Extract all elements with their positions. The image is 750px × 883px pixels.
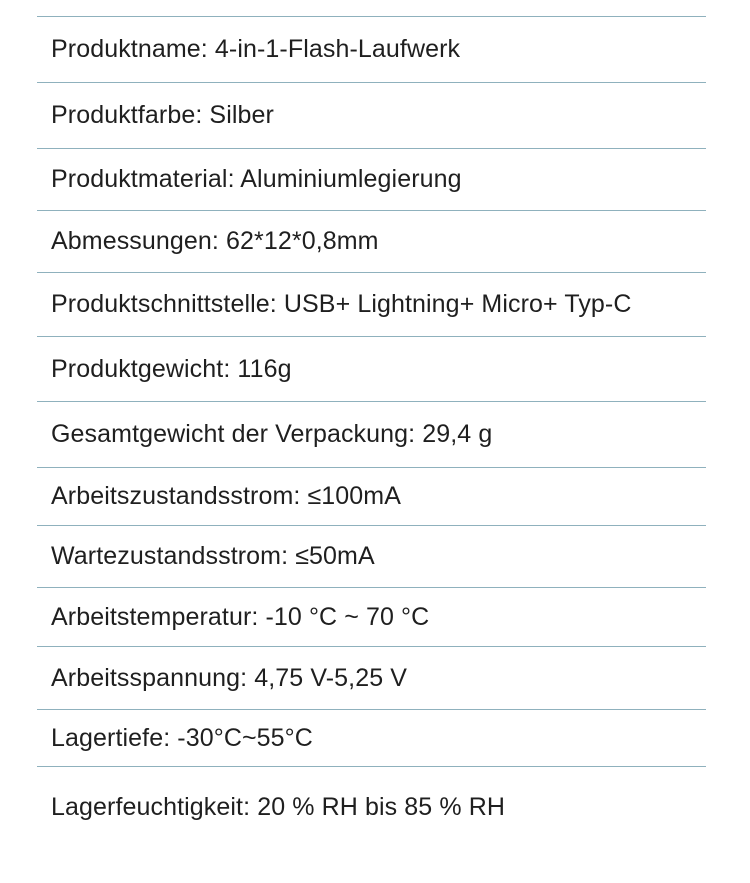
spec-row-working-voltage [37,647,706,710]
spec-row-product-material [37,149,706,211]
spec-row-storage-humidity [37,767,706,847]
spec-interface: Produktschnittstelle: USB+ Lightning+ Micro+ Typ-C [51,290,632,318]
spec-dimensions: Abmessungen: 62*12*0,8mm [51,227,379,255]
spec-product-weight: Produktgewicht: 116g [51,354,292,383]
spec-storage-humidity: Lagerfeuchtigkeit: 20 % RH bis 85 % RH [51,792,506,821]
spec-list [37,16,706,847]
spec-row-package-weight [37,402,706,468]
spec-storage-temperature: Lagertiefe: -30°C~55°C [51,723,313,752]
spec-standby-current: Wartezustandsstrom: ≤50mA [51,542,375,570]
spec-working-current: Arbeitszustandsstrom: ≤100mA [51,482,401,510]
spec-row-storage-temperature [37,710,706,767]
spec-row-working-temperature [37,588,706,647]
spec-row-dimensions [37,211,706,273]
spec-row-interface [37,273,706,337]
spec-row-product-color [37,83,706,149]
spec-row-standby-current [37,526,706,588]
spec-row-working-current [37,468,706,526]
spec-package-weight: Gesamtgewicht der Verpackung: 29,4 g [51,420,493,448]
spec-product-name: Produktname: 4-in-1-Flash-Laufwerk [51,35,461,63]
spec-product-material: Produktmaterial: Aluminiumlegierung [51,165,462,193]
spec-working-temperature: Arbeitstemperatur: -10 °C ~ 70 °C [51,602,430,631]
spec-working-voltage: Arbeitsspannung: 4,75 V-5,25 V [51,663,408,692]
spec-row-product-name [37,17,706,83]
spec-row-product-weight [37,337,706,402]
spec-product-color: Produktfarbe: Silber [51,101,274,129]
